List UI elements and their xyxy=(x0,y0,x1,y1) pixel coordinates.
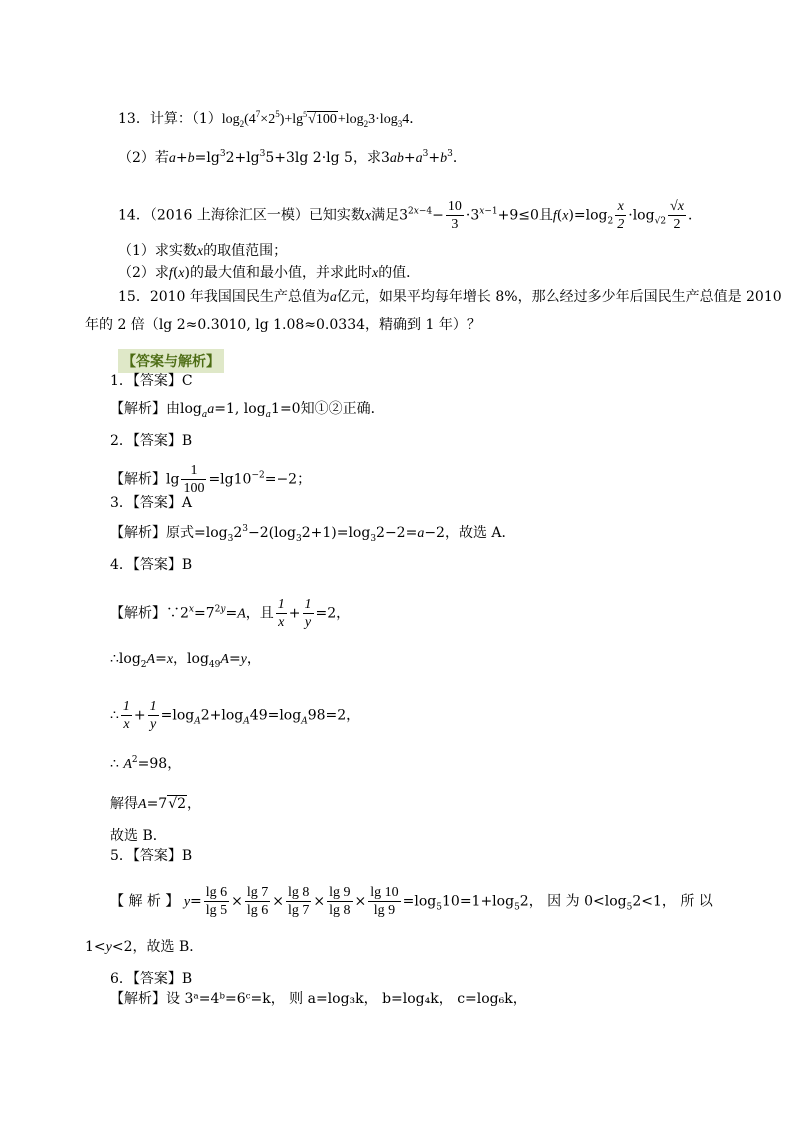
question-13: 13．计算：$(1)\log_2(4^7\times 2^5)+\lg^5√100+\log_23\cdot\log_34$． xyxy=(118,109,424,129)
question-14-sub-1: （1）求实数x的取值范围； xyxy=(118,243,288,259)
question-14-sub-2: （2）求f(x)的最大值和最小值，并求此时x的值． xyxy=(118,265,421,281)
answer-6: 6．【答案】B xyxy=(110,971,193,987)
q13-label: 13．计算：（1） xyxy=(118,111,222,127)
explanation-4-conclusion: 故选 B． xyxy=(110,828,167,844)
explanation-4-step-3: ∴ $A^2=98$， xyxy=(110,755,182,772)
answer-3: 3．【答案】A xyxy=(110,495,193,511)
explanation-6: 【解析】设 3ᵃ=4ᵇ=6ᶜ=k， 则 a=log₃k， b=log₄k， c=log₆k， xyxy=(110,991,527,1007)
question-14: 14．（2016 上海徐汇区一模）已知实数x满足$3^{2x-4}-$ $\frac{10}{3}$ $\cdot 3^{x-1}+9\le 0$且$f(x)=\log_2$ $\frac{x}{2}$ $\cdot\log_{√2}$ $\frac{√x}{2}$ ． xyxy=(118,199,702,232)
explanation-2: 【解析】lg $\frac{1}{100}$ $=\lg 10^{-2}=-2$； xyxy=(110,463,312,496)
question-15: 15．2010 年我国国民生产总值为a亿元，如果平均每年增长 8%，那么经过多少年后国民生产总值是 2010 xyxy=(118,289,782,305)
explanation-3: 【解析】原式$=\log_32^3-2(\log_32+1)=\log_32-2=a-2$，故选 A． xyxy=(110,524,516,544)
answer-section-header: 【答案与解析】 xyxy=(118,349,224,373)
question-13-part-2: （2）若$a+b=\lg^32+\lg^35+3\lg$ 2·lg 5，求$3ab+a^3+b^3$． xyxy=(118,149,467,166)
explanation-5-line-2: 1<y<2，故选 B． xyxy=(85,939,204,955)
answer-2: 2．【答案】B xyxy=(110,433,193,449)
explanation-4: 【解析】$\because 2^x=7^{2y}=A$，且 $\frac{1}{x}$ + $\frac{1}{y}$ =2， xyxy=(110,597,351,630)
explanation-5: 【 解 析 】 y= $\frac{\lg 6}{\lg 5}$ × $\frac{\lg 7}{\lg 6}$ × $\frac{\lg 8}{\lg 7}$ × $\frac{\lg 9}{\lg 8}$ × $\frac{\lg 10}{\lg 9}$ $=\log_510=1+\log_52$， 因 为 $0<\log_52<1$， 所 以 xyxy=(110,885,713,918)
explanation-1: 【解析】由$\log_aa=1$, $\log_a1=0$知①②正确． xyxy=(110,401,385,420)
explanation-4-step-4: 解得A=7√2， xyxy=(110,796,202,812)
answer-4: 4．【答案】B xyxy=(110,557,193,573)
explanation-4-step-1: $\therefore\log_2A=x$，$\log_{49}A=y$， xyxy=(110,651,261,670)
explanation-4-step-2: ∴ $\frac{1}{x}$ + $\frac{1}{y}$ $=\log_A2+\log_A49=\log_A98=2$， xyxy=(110,699,361,732)
question-15-line-2: 年的 2 倍（lg 2≈0.3010, lg 1.08≈0.0334，精确到 1 年）？ xyxy=(85,317,481,333)
answer-1: 1．【答案】C xyxy=(110,373,193,389)
answer-5: 5．【答案】B xyxy=(110,848,193,864)
